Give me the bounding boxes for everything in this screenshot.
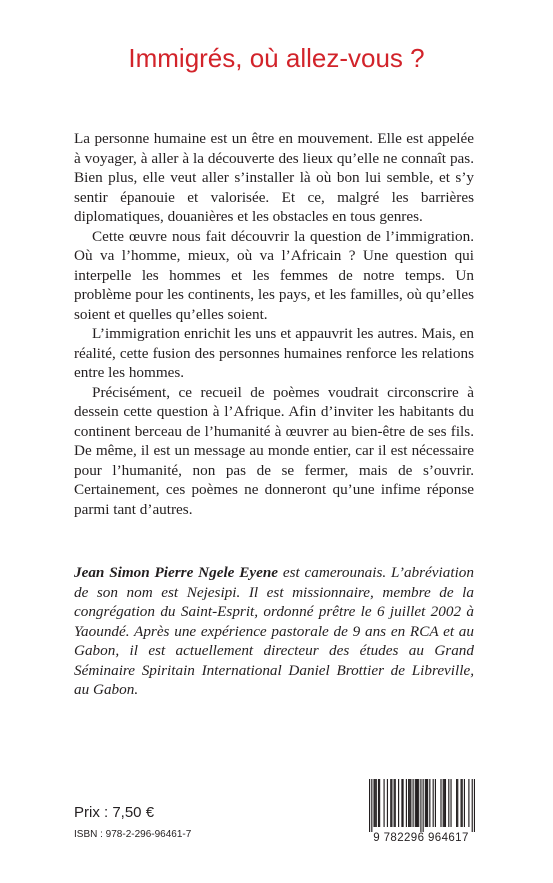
barcode-bar xyxy=(420,779,421,832)
blurb-paragraph: Cette œuvre nous fait découvrir la question de l’immigration. Où va l’homme, mieux, où va l’Africain ? Une question qui interpelle les hommes et les femmes de notre temps. Un problème pour les continents, les pays, et les familles, où qu’elles soient et quelles qu’elles soient. xyxy=(74,227,474,323)
barcode-bar xyxy=(373,779,374,827)
book-title: Immigrés, où allez-vous ? xyxy=(128,43,425,73)
barcode-bar xyxy=(433,779,434,827)
barcode-bar xyxy=(391,779,392,827)
barcode-bar xyxy=(450,779,451,827)
barcode-bar xyxy=(398,779,399,827)
barcode-bar xyxy=(395,779,396,827)
barcode-bar xyxy=(462,779,463,827)
barcode-bar xyxy=(408,779,409,827)
barcode-bar xyxy=(418,779,419,827)
barcode-bar xyxy=(417,779,418,827)
barcode-digits: 9 782296 964617 xyxy=(373,832,469,844)
author-name: Jean Simon Pierre Ngele Eyene xyxy=(74,564,279,581)
barcode-bar xyxy=(375,779,376,827)
author-bio xyxy=(74,563,474,700)
barcode-bar xyxy=(435,779,436,827)
barcode-bar xyxy=(378,779,379,827)
barcode-bar xyxy=(416,779,417,827)
barcode-bar xyxy=(464,779,465,827)
isbn-label: ISBN : 978-2-296-96461-7 xyxy=(74,829,192,840)
back-cover-blurb xyxy=(74,129,474,519)
barcode-bar xyxy=(474,779,475,832)
blurb-paragraph: La personne humaine est un être en mouvement. Elle est appelée à voyager, à aller à la découverte des lieux qu’elle ne connaît pas. Bien plus, elle veut aller s’installer là où bon lui semble, et s’y sentir épanouie et valorisée. Et ce, malgré les barrières diplomatiques, douanières et les obstacles en tous genres. xyxy=(74,130,474,225)
barcode-bar xyxy=(384,779,385,827)
barcode-bar xyxy=(423,779,424,832)
barcode-bar xyxy=(448,779,449,827)
barcode-bar xyxy=(457,779,458,827)
barcode-bar xyxy=(472,779,473,832)
barcode-bar xyxy=(427,779,428,827)
barcode-bar xyxy=(443,779,444,827)
barcode-bar xyxy=(440,779,441,827)
author-bio-text: est camerounais. L’abréviation de son nom est Nejesipi. Il est missionnaire, membre de la congrégation du Saint-Esprit, ordonné prêtre le 6 juillet 2002 à Yaoundé. Après une expérience pastorale de 9 ans en RCA et au Gabon, il est actuellement directeur des études au Grand Séminaire Spiritain International Daniel Brottier de Libreville, au Gabon. xyxy=(74,564,474,698)
barcode-bar xyxy=(371,779,372,832)
barcode xyxy=(363,779,479,846)
barcode-bar xyxy=(369,779,370,832)
barcode-bar xyxy=(376,779,377,827)
barcode-bar xyxy=(387,779,388,827)
price-label: Prix : 7,50 € xyxy=(74,804,155,821)
barcode-bar xyxy=(413,779,414,827)
blurb-paragraph: Précisément, ce recueil de poèmes voudrait circonscrire à dessein cette question à l’Afrique. Afin d’inviter les habitants du continent berceau de l’humanité à œuvrer au bien-être de ses fils. De même, il est un message au monde entier, car il est nécessaire pour l’humanité, non pas de se fermer, mais de s’ouvrir. Certainement, ces poèmes ne donneront qu’une infime réponse parmi tant d’autres. xyxy=(74,383,474,518)
barcode-bar xyxy=(390,779,391,827)
barcode-bar xyxy=(468,779,469,827)
barcode-bar xyxy=(460,779,461,827)
barcode-bar xyxy=(409,779,410,827)
barcode-bar xyxy=(445,779,446,827)
barcode-bar xyxy=(406,779,407,827)
barcode-bars xyxy=(369,779,475,832)
blurb-paragraph: L’immigration enrichit les uns et appauvrit les autres. Mais, en réalité, cette fusion des personnes humaines renforce les relations entre les hommes. xyxy=(74,325,474,381)
barcode-bar xyxy=(394,779,395,827)
barcode-bar xyxy=(410,779,411,827)
barcode-bar xyxy=(429,779,430,827)
barcode-bar xyxy=(425,779,426,827)
barcode-bar xyxy=(426,779,427,827)
barcode-bar xyxy=(456,779,457,827)
barcode-bar xyxy=(415,779,416,827)
barcode-bar xyxy=(402,779,403,827)
barcode-bar xyxy=(444,779,445,827)
barcode-bar xyxy=(379,779,380,827)
barcode-bar xyxy=(401,779,402,827)
